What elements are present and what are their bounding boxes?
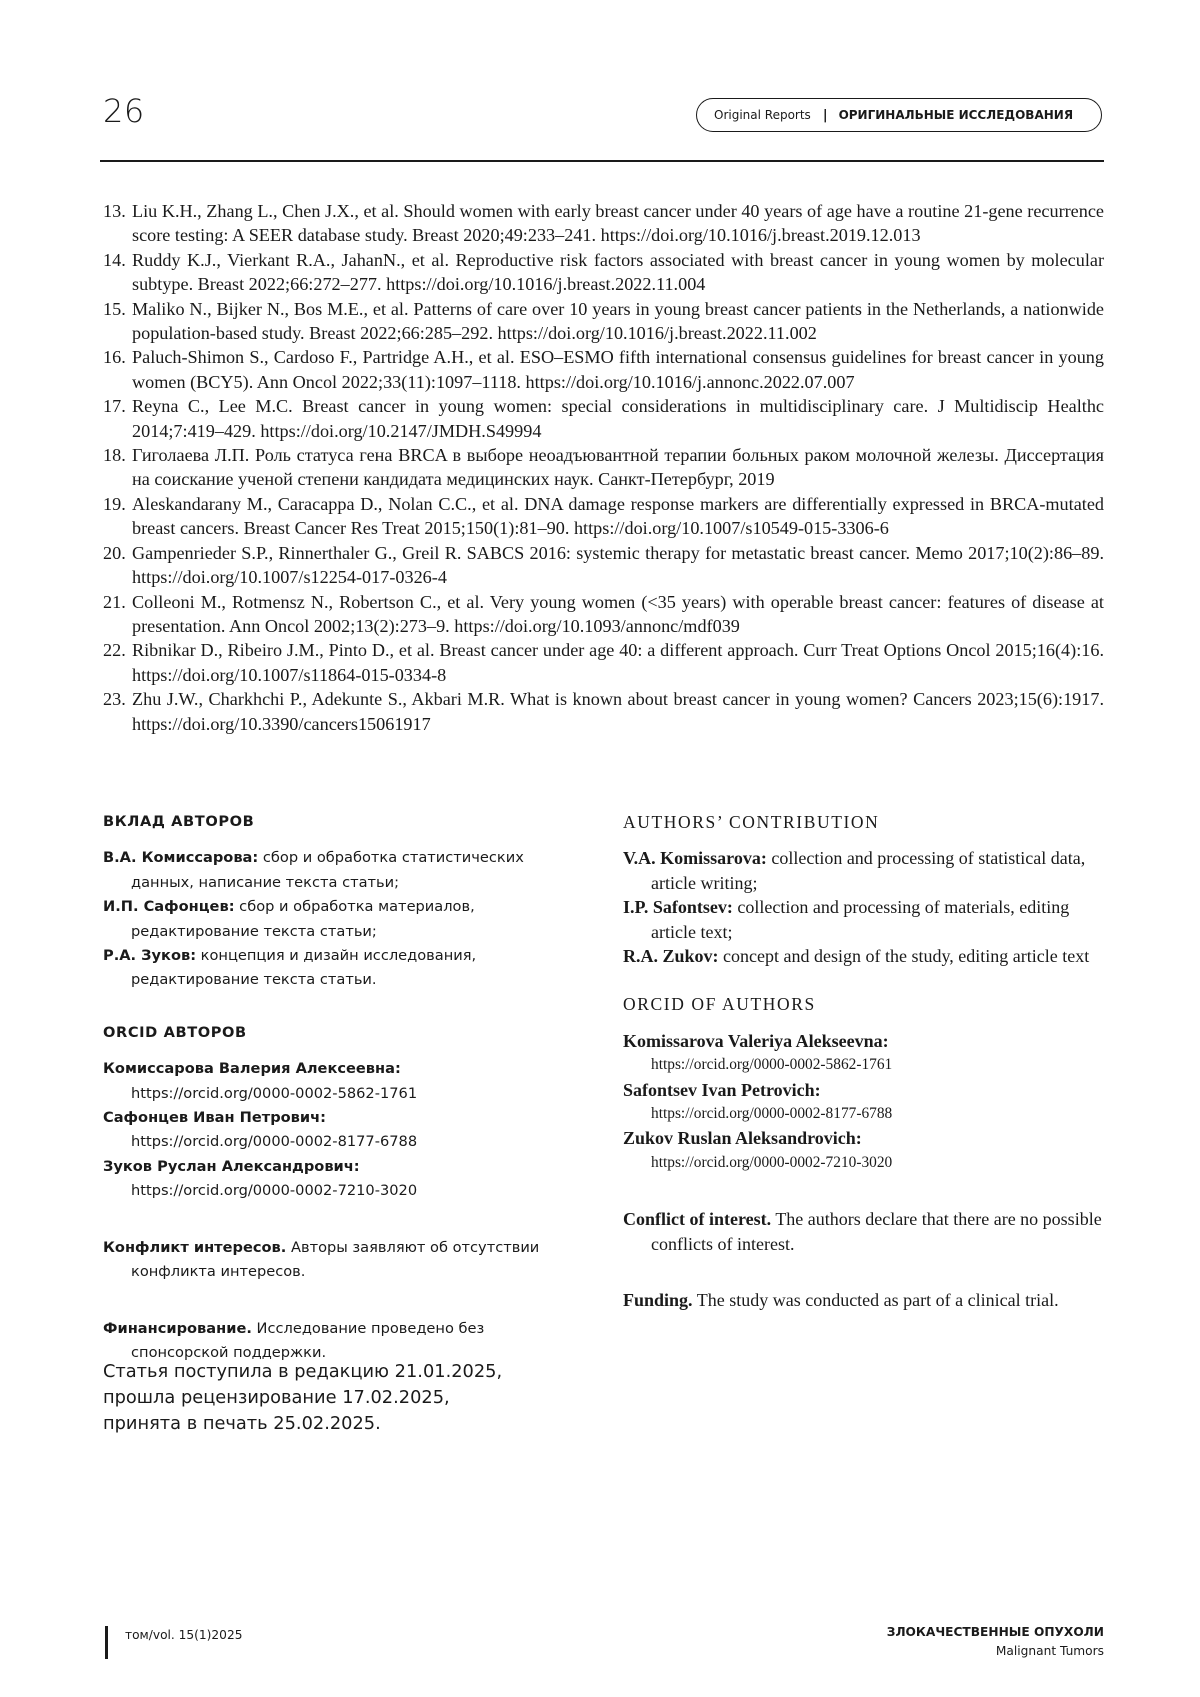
authors-info-ru	[103, 810, 583, 1365]
funding-statement-en	[623, 1288, 1103, 1312]
reference-item	[103, 248, 1104, 297]
conflict-text: Авторы заявляют об отсутствии конфликта интересов.	[131, 1238, 540, 1281]
contribution-entry	[623, 895, 1103, 944]
contribution-text: сбор и обработка материалов, редактирование текста статьи;	[131, 898, 475, 940]
orcid-heading-ru: ORCID АВТОРОВ	[103, 1023, 247, 1041]
funding-label: Funding.	[623, 1290, 693, 1311]
contribution-text: сбор и обработка статистических данных, написание текста статьи;	[131, 849, 524, 891]
orcid-name: Комиссарова Валерия Алексеевна:	[103, 1060, 401, 1078]
section-separator: |	[822, 107, 828, 123]
reference-text: Gampenrieder S.P., Rinnerthaler G., Greil R. SABCS 2016: systemic therapy for metastatic breast cancer. Memo 2017;10(2):86–89. https://doi.org/10.1007/s12254-017-0326-4	[132, 542, 1104, 588]
section-badge	[696, 98, 1102, 132]
contribution-entry	[103, 895, 583, 944]
reference-text: Colleoni M., Rotmensz N., Robertson C., et al. Very young women (<35 years) with operable breast cancer: features of disease at presentation. Ann Oncol 2002;13(2):273–9. https://doi.org/10.1093/annonc/mdf039	[132, 591, 1104, 636]
reference-item	[103, 345, 1104, 394]
reference-text: Maliko N., Bijker N., Bos M.E., et al. Patterns of care over 10 years in young breast cancer patients in the Netherlands, a nationwide population-based study. Breast 2022;66:285–292. https://doi.org/10.1016/j.breast.2022.11.002	[132, 298, 1104, 344]
orcid-link[interactable]: https://orcid.org/0000-0002-5862-1761	[131, 1084, 418, 1102]
reference-number: 13.	[103, 201, 126, 221]
author-name: V.A. Komissarova:	[623, 848, 767, 869]
funding-text: Исследование проведено без спонсорской поддержки.	[131, 1319, 485, 1361]
contribution-entry	[103, 944, 583, 993]
reference-text: Ribnikar D., Ribeiro J.M., Pinto D., et al. Breast cancer under age 40: a different approach. Curr Treat Options Oncol 2015;16(4):16. https://doi.org/10.1007/s11864-015-0334-8	[132, 640, 1104, 685]
author-name: И.П. Сафонцев:	[103, 898, 235, 916]
reference-text: Liu K.H., Zhang L., Chen J.X., et al. Should women with early breast cancer under 40 years of age have a routine 21-gene recurrence score testing: A SEER database study. Breast 2020;49:233–241. https://doi.org/10.1016/j.breast.2019.12.013	[132, 201, 1104, 246]
contribution-entry	[103, 846, 583, 895]
funding-label: Финансирование.	[103, 1319, 252, 1337]
footer-volume: том/vol. 15(1)2025	[125, 1628, 243, 1642]
contribution-heading-ru: ВКЛАД АВТОРОВ	[103, 813, 255, 830]
reference-number: 15.	[103, 298, 126, 319]
reference-number: 23.	[103, 689, 126, 710]
orcid-name: Zukov Ruslan Aleksandrovich:	[623, 1128, 862, 1149]
reference-number: 14.	[103, 249, 126, 270]
conflict-statement-en	[623, 1207, 1103, 1256]
authors-info-en	[623, 810, 1103, 1313]
orcid-name: Komissarova Valeriya Alekseevna:	[623, 1030, 889, 1051]
orcid-link[interactable]: https://orcid.org/0000-0002-7210-3020	[651, 1153, 893, 1171]
conflict-label: Конфликт интересов.	[103, 1238, 287, 1256]
reference-number: 18.	[103, 445, 126, 466]
contribution-heading-en: AUTHORS’ CONTRIBUTION	[623, 812, 880, 832]
author-name: В.А. Комиссарова:	[103, 849, 259, 867]
orcid-link[interactable]: https://orcid.org/0000-0002-8177-6788	[651, 1105, 893, 1123]
footer-journal	[887, 1623, 1104, 1661]
journal-title-en: Malignant Tumors	[995, 1644, 1104, 1658]
contribution-text: collection and processing of statistical data, article writing;	[651, 848, 1086, 893]
orcid-name: Зуков Руслан Александрович:	[103, 1157, 360, 1175]
reference-number: 21.	[103, 591, 126, 612]
conflict-label: Conflict of interest.	[623, 1209, 772, 1230]
reference-text: Paluch-Shimon S., Cardoso F., Partridge A.H., et al. ESO–ESMO fifth international consensus guidelines for breast cancer in young women (BCY5). Ann Oncol 2022;33(11):1097–1118. https://doi.org/10.1016/j.annonc.2022.07.007	[132, 347, 1104, 392]
author-name: Р.А. Зуков:	[103, 947, 197, 965]
journal-title-ru: ЗЛОКАЧЕСТВЕННЫЕ ОПУХОЛИ	[886, 1625, 1104, 1639]
contribution-entry	[623, 944, 1103, 968]
received-date: Статья поступила в редакцию 21.01.2025,	[103, 1361, 503, 1382]
article-dates	[103, 1359, 502, 1437]
reference-item	[103, 687, 1104, 736]
reference-list	[103, 199, 1104, 736]
orcid-heading-en: ORCID OF AUTHORS	[623, 994, 816, 1015]
reference-item	[103, 199, 1104, 248]
reference-item	[103, 590, 1104, 639]
author-name: I.P. Safontsev:	[623, 897, 733, 918]
reference-item	[103, 638, 1104, 687]
reference-text: Zhu J.W., Charkhchi P., Adekunte S., Akbari M.R. What is known about breast cancer in young women? Cancers 2023;15(6):1917. https://doi.org/10.3390/cancers15061917	[132, 689, 1104, 734]
conflict-text: The authors declare that there are no possible conflicts of interest.	[651, 1209, 1102, 1254]
funding-text: The study was conducted as part of a clinical trial.	[692, 1290, 1059, 1311]
orcid-link[interactable]: https://orcid.org/0000-0002-5862-1761	[651, 1056, 893, 1074]
orcid-name: Safontsev Ivan Petrovich:	[623, 1079, 821, 1100]
header-divider	[100, 160, 1104, 162]
page-number: 26	[103, 92, 145, 130]
reference-text: Reyna C., Lee M.C. Breast cancer in young women: special considerations in multidisciplinary care. J Multidiscip Healthc 2014;7:419–429. https://doi.org/10.2147/JMDH.S49994	[132, 396, 1104, 441]
reference-item	[103, 541, 1104, 590]
author-name: R.A. Zukov:	[623, 946, 719, 967]
section-label-ru: ОРИГИНАЛЬНЫЕ ИССЛЕДОВАНИЯ	[838, 108, 1074, 122]
contribution-text: collection and processing of materials, editing article text;	[651, 897, 1070, 942]
reviewed-date: прошла рецензирование 17.02.2025,	[103, 1387, 450, 1408]
reference-text: Гиголаева Л.П. Роль статуса гена BRCA в выборе неоадъювантной терапии больных раком молочной железы. Диссертация на соискание ученой степени кандидата медицинских наук. Санкт-Петербург, 2019	[132, 445, 1104, 490]
contribution-entry	[623, 846, 1103, 895]
conflict-statement-ru	[103, 1236, 583, 1285]
contribution-text: концепция и дизайн исследования, редактирование текста статьи.	[131, 947, 477, 989]
reference-item	[103, 492, 1104, 541]
orcid-link[interactable]: https://orcid.org/0000-0002-7210-3020	[131, 1182, 418, 1200]
reference-number: 22.	[103, 640, 126, 661]
orcid-link[interactable]: https://orcid.org/0000-0002-8177-6788	[131, 1133, 418, 1151]
reference-number: 17.	[103, 396, 126, 417]
reference-number: 20.	[103, 542, 126, 563]
contribution-text: concept and design of the study, editing article text	[718, 946, 1090, 967]
footer-accent-bar	[105, 1626, 108, 1659]
reference-item	[103, 297, 1104, 346]
reference-text: Ruddy K.J., Vierkant R.A., JahanN., et al. Reproductive risk factors associated with breast cancer in young women by molecular subtype. Breast 2022;66:272–277. https://doi.org/10.1016/j.breast.2022.11.004	[132, 249, 1104, 295]
orcid-name: Сафонцев Иван Петрович:	[103, 1109, 326, 1127]
reference-number: 19.	[103, 493, 126, 514]
reference-item	[103, 443, 1104, 492]
funding-statement-ru	[103, 1317, 583, 1366]
reference-item	[103, 394, 1104, 443]
section-label-en: Original Reports	[714, 108, 811, 122]
reference-text: Aleskandarany M., Caracappa D., Nolan C.C., et al. DNA damage response markers are differentially expressed in BRCA-mutated breast cancers. Breast Cancer Res Treat 2015;150(1):81–90. https://doi.org/10.1007/s10549-015-3306-6	[132, 493, 1104, 539]
reference-number: 16.	[103, 347, 126, 368]
accepted-date: принята в печать 25.02.2025.	[103, 1413, 381, 1434]
